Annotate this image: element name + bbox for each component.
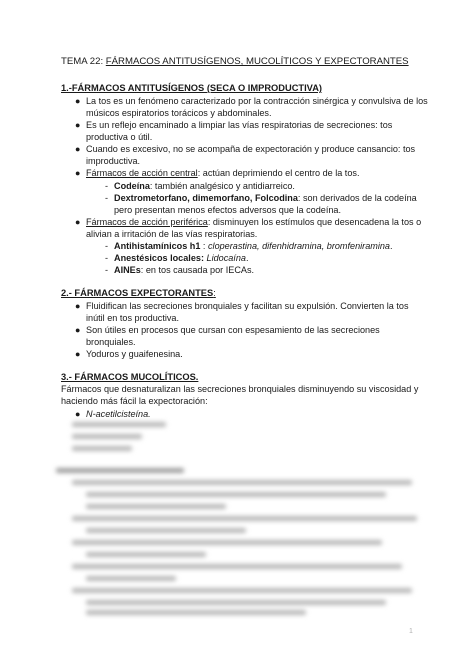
antihistamine-separator: : [200, 241, 208, 251]
s1-bullet3-line2: improductiva. [86, 156, 141, 166]
s2-bullet1-line2: inútil en tos productiva. [86, 313, 180, 323]
s1-bullet3-line1: Cuando es excesivo, no se acompaña de expectoración y produce cansancio: tos [86, 144, 416, 154]
bullet-marker: ● [75, 144, 81, 154]
section2-heading [61, 287, 216, 299]
s1-bullet4 [86, 167, 359, 179]
s1-sub3 [114, 240, 393, 252]
blurred-content-region [56, 413, 426, 613]
aines-label: AINEs [114, 265, 141, 275]
s3-intro-line2: haciendo más fácil la expectoración: [61, 396, 208, 406]
s2-bullet3: Yoduros y guaifenesina. [86, 349, 183, 359]
bullet-marker: ● [75, 301, 81, 311]
aines-text: : en tos causada por IECAs. [140, 265, 255, 275]
s1-sub5 [114, 264, 254, 276]
anesthetic-end: . [245, 253, 249, 263]
s3-item1: N-acetilcisteína. [86, 409, 151, 419]
s1-bullet2-line1: Es un reflejo encaminado a limpiar las vías respiratorias de secreciones: tos [86, 120, 393, 130]
bullet-marker: ● [75, 409, 81, 419]
antihistamine-list: cloperastina, difenhidramina, bromfeniramina [208, 241, 390, 251]
section2-heading-text: 2.- FÁRMACOS EXPECTORANTES [61, 288, 214, 298]
anesthetic-label: Anestésicos locales: [114, 253, 204, 263]
bullet-marker: ● [75, 168, 81, 178]
dextro-label: Dextrometorfano, dimemorfano, Folcodina [114, 193, 298, 203]
dash-marker: - [105, 241, 109, 251]
s1-sub1 [114, 180, 295, 192]
bullet-marker: ● [75, 217, 81, 227]
s1-bullet1-line1: La tos es un fenómeno caracterizado por la contracción sinérgica y convulsiva de los [86, 96, 428, 106]
bullet-marker: ● [75, 349, 81, 359]
codeine-text: : también analgésico y antidiarreico. [149, 181, 295, 191]
peripheral-action-text: : disminuyen los estímulos que desencadena la tos o [207, 217, 422, 227]
dash-marker: - [105, 181, 109, 191]
central-action-text: : actúan deprimiendo el centro de la tos. [197, 168, 360, 178]
s1-bullet1-line2: músicos espiratorios torácicos y abdominales. [86, 108, 272, 118]
section2-heading-colon: : [213, 288, 216, 298]
s2-bullet2-line1: Son útiles en procesos que cursan con espesamiento de las secreciones [86, 325, 380, 335]
central-action-label: Fármacos de acción central [86, 168, 198, 178]
dash-marker: - [105, 253, 109, 263]
anesthetic-name: Lidocaína [203, 253, 246, 263]
s1-bullet5-line2: alivian a irritación de las vías respiratorias. [86, 229, 258, 239]
dash-marker: - [105, 193, 109, 203]
s1-sub4 [114, 252, 248, 264]
s2-bullet2-line2: bronquiales. [86, 337, 136, 347]
dextro-text: : son derivados de la codeína [297, 193, 417, 203]
dash-marker: - [105, 265, 109, 275]
s1-sub2-line1 [114, 192, 417, 204]
section3-heading: 3.- FÁRMACOS MUCOLÍTICOS. [61, 372, 199, 382]
document-title [61, 56, 409, 68]
s1-bullet5-line1 [86, 216, 421, 228]
title-main: FÁRMACOS ANTITUSÍGENOS, MUCOLÍTICOS Y EXPECTORANTES [105, 56, 409, 67]
s2-bullet1-line1: Fluidifican las secreciones bronquiales y facilitan su expulsión. Convierten la tos [86, 301, 409, 311]
title-prefix: TEMA 22: [61, 56, 106, 67]
section1-heading: 1.-FÁRMACOS ANTITUSÍGENOS (SECA O IMPRODUCTIVA) [61, 83, 323, 93]
codeine-label: Codeína [114, 181, 150, 191]
page-number: 1 [409, 628, 413, 635]
s3-intro-line1: Fármacos que desnaturalizan las secreciones bronquiales disminuyendo su viscosidad y [61, 384, 419, 394]
s1-sub2-line2: pero presentan menos efectos adversos que la codeína. [114, 205, 341, 215]
s1-bullet2-line2: productiva o útil. [86, 132, 153, 142]
bullet-marker: ● [75, 325, 81, 335]
bullet-marker: ● [75, 96, 81, 106]
bullet-marker: ● [75, 120, 81, 130]
antihistamine-end: . [389, 241, 393, 251]
antihistamine-label: Antihistamínicos h1 [114, 241, 201, 251]
peripheral-action-label: Fármacos de acción periférica [86, 217, 208, 227]
